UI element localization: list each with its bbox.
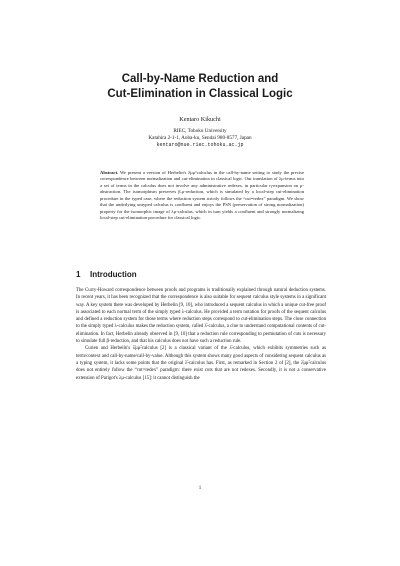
- section-number: 1: [76, 270, 81, 279]
- section-body: [76, 287, 326, 382]
- abstract-text: We present a version of Herbelin's λ̄μμ̃-calculus in the call-by-name setting to study the precise correspondence between normalization and cut-elimination in classical logic. Our translation of λμ-terms into a set of terms in the calculus does not involve any administrative redexes, in particular η-expansion on μ-abstraction. The isomorphism preserves β,μ-reduction, which is simulated by a local-step cut-elimination procedure in the typed case, where the reduction system strictly follows the “cut=redex” paradigm. We show that the underlying untyped calculus is confluent and enjoys the PSN (preservation of strong normalization) property for the isomorphic image of λμ-calculus, which in turn yields a confluent and strongly normalizing local-step cut-elimination procedure for classical logic.: [100, 170, 304, 221]
- affiliation-line-1: RIEC, Tohoku University: [173, 128, 227, 134]
- author-email: kentaro@nue.riec.tohoku.ac.jp: [156, 142, 244, 149]
- section-heading: [76, 270, 137, 279]
- body-paragraph-1: The Curry-Howard correspondence between proofs and programs is traditionally explained through natural deduction systems. In recent years, it has been recognized that the correspondence is also suitable for sequent calculus style systems in a significant way. A key system there was developed by Herbelin [9, 10], who introduced a sequent calculus in which a unique cut-free proof is associated to each normal term of the simply typed λ-calculus. He provided a term notation for proofs of the sequent calculus and defined a reduction system for those terms where reduction steps correspond to cut-elimination steps. The close connection to the simply typed λ-calculus makes the reduction system, called λ̄-calculus, a clue to understand computational contents of cut-elimination. In fact, Herbelin already observed in [9, 10] that a reduction rule corresponding to permutation of cuts is necessary to simulate full β-reduction, and that his calculus does not have such a reduction rule.: [76, 288, 326, 345]
- title-line-1: Call-by-Name Reduction and: [121, 73, 279, 85]
- title-line-2: Cut-Elimination in Classical Logic: [107, 88, 293, 100]
- body-paragraph-2: Curien and Herbelin's λ̄μμ̃-calculus [2] is a classical variant of the λ̄-calculus, which exhibits symmetries such as term/context and call-by-name/call-by-value. Although this system shows many good aspects of considering sequent calculus as a typing system, it lacks some points that the original λ̄-calculus has. First, as remarked in Section 2 of [2], the λ̄μμ̃-calculus does not entirely follow the “cut=redex” paradigm: there exist cuts that are not redexes. Secondly, it is not a conservative extension of Parigot's λμ-calculus [15]: it cannot distinguish the: [76, 346, 326, 381]
- section-title: Introduction: [90, 270, 137, 279]
- abstract-label: Abstract.: [100, 170, 119, 175]
- author-name: Kentaro Kikuchi: [179, 116, 221, 123]
- affiliation-line-2: Katahira 2-1-1, Aoba-ku, Sendai 980-8577, Japan: [148, 135, 252, 142]
- paper-title: [0, 72, 400, 102]
- abstract: [100, 170, 304, 222]
- affiliation-block: [0, 128, 400, 150]
- page-number: 1: [198, 486, 202, 491]
